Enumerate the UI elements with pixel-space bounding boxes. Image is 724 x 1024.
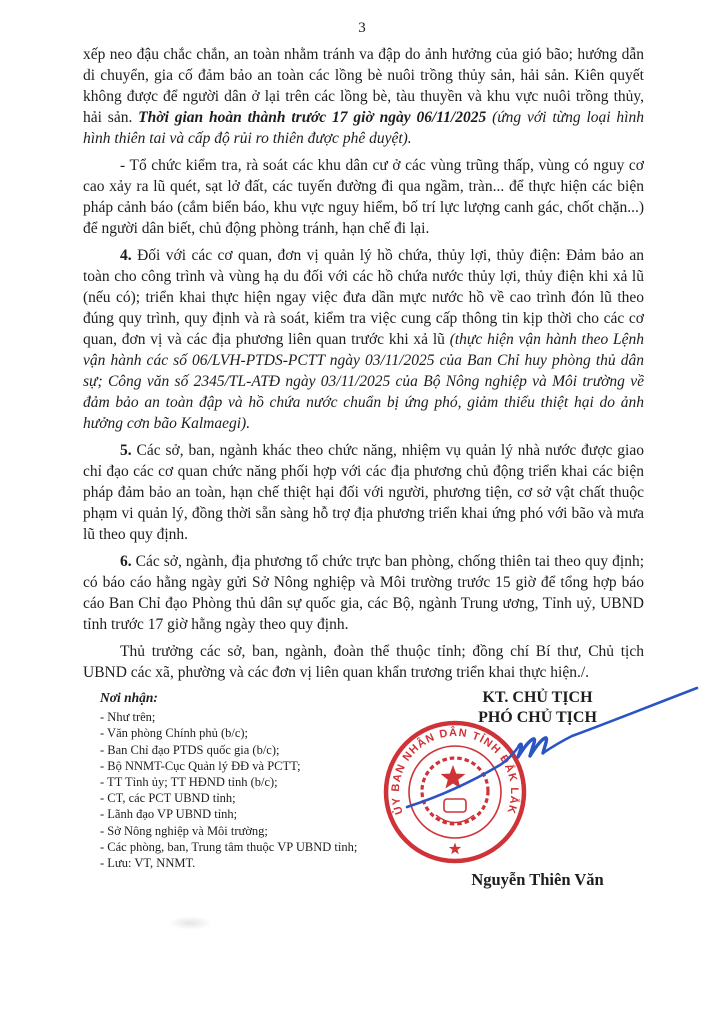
paragraph-note: (thực hiện vận hành theo Lệnh vận hành các số 06/LVH-PTDS-PCTT ngày 03/11/2025 của Ban Chỉ huy phòng thủ dân sự; Công văn số 2345/TL-ATĐ ngày 03/11/2025 của Bộ Nông nghiệp và Môi trường về đảm bảo an toàn đập và hồ chứa nước chuẩn bị ứng phó, giảm thiểu thiệt hại do ảnh hưởng cơn bão Kalmaegi). xyxy=(83,331,644,432)
recipients-block xyxy=(100,690,400,871)
paragraph-text: - Tổ chức kiểm tra, rà soát các khu dân cư ở các vùng trũng thấp, vùng có nguy cơ cao xảy ra lũ quét, sạt lở đất, các tuyến đường đi qua ngầm, tràn... để thực hiện các biện pháp cảnh báo (cắm biển báo, khu vực nguy hiểm, bố trí lực lượng canh gác, chốt chặn...) để người dân biết, chủ động phòng tránh, hạn chế đi lại. xyxy=(83,157,644,237)
stamp-ring-text: ỦY BAN NHÂN DÂN TỈNH ĐẮK LẮK xyxy=(389,726,521,816)
recipient-item: - TT Tỉnh ủy; TT HĐND tỉnh (b/c); xyxy=(100,775,278,790)
stamp-drum-icon xyxy=(444,799,466,812)
recipient-item: - Các phòng, ban, Trung tâm thuộc VP UBND tỉnh; xyxy=(100,839,358,854)
signer-title-line1: KT. CHỦ TỊCH xyxy=(482,689,593,706)
recipient-item: - Văn phòng Chính phủ (b/c); xyxy=(100,726,249,741)
paragraph-text: Thủ trưởng các sở, ban, ngành, đoàn thể thuộc tỉnh; đồng chí Bí thư, Chủ tịch UBND các xã, phường và các đơn vị liên quan khẩn trương triển khai thực hiện./. xyxy=(83,643,644,681)
paragraph-6 xyxy=(83,551,644,635)
stamp-bottom-star-icon xyxy=(449,843,461,855)
recipients-heading: Nơi nhận: xyxy=(100,690,158,705)
page-number: 3 xyxy=(358,20,366,36)
recipient-item: - Lãnh đạo VP UBND tỉnh; xyxy=(100,807,238,822)
paragraph-5 xyxy=(83,440,644,545)
recipient-item: - Bộ NNMT-Cục Quản lý ĐĐ và PCTT; xyxy=(100,758,301,773)
recipient-item: - Như trên; xyxy=(100,710,156,725)
recipient-item: - Ban Chỉ đạo PTDS quốc gia (b/c); xyxy=(100,742,280,757)
paragraph-continuation xyxy=(83,44,644,149)
signature-stroke-icon xyxy=(407,688,697,807)
paragraph-text: Các sở, ngành, địa phương tổ chức trực ban phòng, chống thiên tai theo quy định; có báo cáo hằng ngày gửi Sở Nông nghiệp và Môi trường trước 15 giờ để tổng hợp báo cáo Ban Chỉ đạo Phòng thủ dân sự quốc gia, các Bộ, ngành Trung ương, Tỉnh uỷ, UBND tỉnh trước 17 giờ hằng ngày theo quy định. xyxy=(83,553,644,633)
stamp-wreath-icon xyxy=(422,758,488,824)
recipient-item: - CT, các PCT UBND tỉnh; xyxy=(100,791,236,806)
paragraph-4 xyxy=(83,245,644,434)
deadline-emphasis: Thời gian hoàn thành trước 17 giờ ngày 06/11/2025 xyxy=(138,109,487,126)
signer-name: Nguyễn Thiên Văn xyxy=(471,870,604,889)
paragraph-text: Các sở, ban, ngành khác theo chức năng, nhiệm vụ quản lý nhà nước được giao chỉ đạo các cơ quan chức năng phối hợp với các địa phương chủ động triển khai các biện pháp đảm bảo an toàn, hạn chế thiệt hại đối với người, phương tiện, cơ sở vật chất thuộc phạm vi quản lý, đồng thời sẵn sàng hỗ trợ địa phương triển khai ứng phó với bão và mưa lũ theo quy định. xyxy=(83,442,644,543)
paragraph-number: 4. xyxy=(120,247,132,264)
paragraph-number: 5. xyxy=(120,442,132,459)
paragraph-note: (ứng với từng loại hình hình thiên tai và cấp độ rủi ro thiên được phê duyệt). xyxy=(83,109,644,147)
signer-title-line2: PHÓ CHỦ TỊCH xyxy=(478,709,597,726)
official-stamp-icon xyxy=(386,723,524,861)
paragraph-text: xếp neo đậu chắc chắn, an toàn nhằm tránh va đập do ảnh hưởng của gió bão; hướng dẫn di chuyển, gia cố đảm bảo an toàn các lồng bè nuôi trồng thủy sản, hải sản. Kiên quyết không được để người dân ở lại trên các lồng bè, tàu thuyền và khu vực nuôi trồng thủy, hải sản. xyxy=(83,46,644,126)
paragraph-number: 6. xyxy=(120,553,132,570)
document-body xyxy=(83,44,644,689)
recipient-item: - Lưu: VT, NNMT. xyxy=(100,856,196,871)
recipient-item: - Sở Nông nghiệp và Môi trường; xyxy=(100,823,268,838)
scan-smudge xyxy=(168,916,212,930)
paragraph-text: Đối với các cơ quan, đơn vị quản lý hồ chứa, thủy lợi, thủy điện: Đảm bảo an toàn cho công trình và vùng hạ du đối với các hồ chứa nước thủy lợi, thủy điện khi xả lũ (nếu có); triển khai thực hiện ngay việc đưa dần mực nước hồ về cao trình đón lũ theo đúng quy trình, quy định và rà soát, kiểm tra việc cung cấp thông tin kịp thời cho các cơ quan, đơn vị và các địa phương liên quan trước khi xả lũ xyxy=(83,247,644,348)
paragraph-dash-item xyxy=(83,155,644,239)
